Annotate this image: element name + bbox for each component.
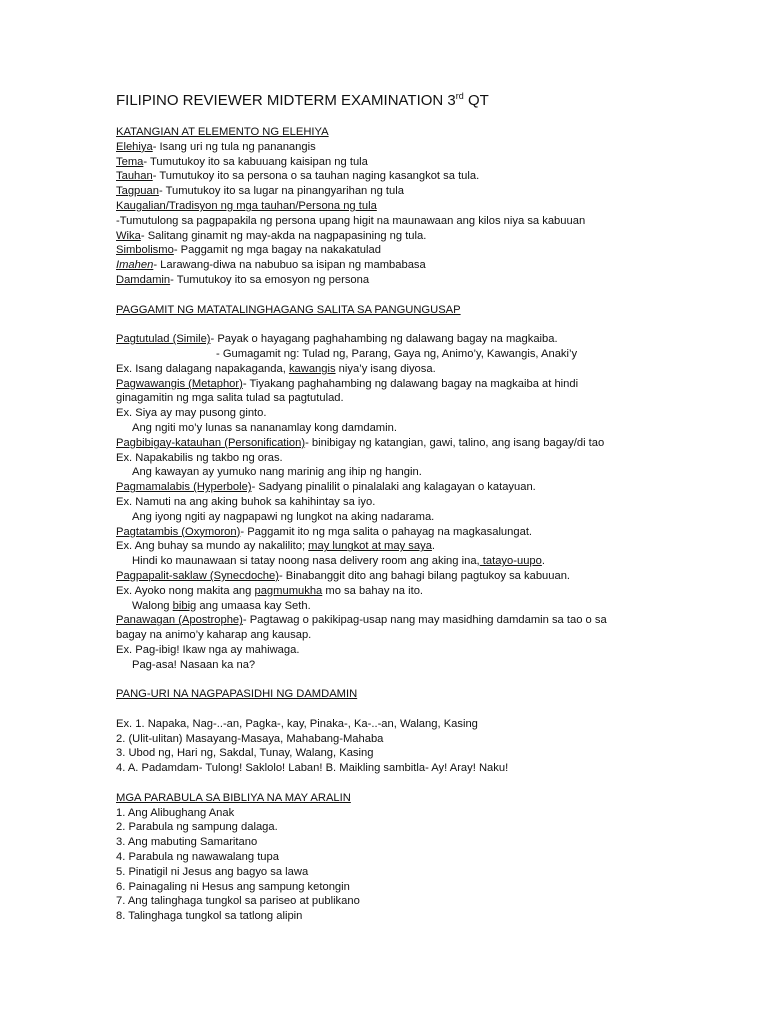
list-item: 4. A. Padamdam- Tulong! Saklolo! Laban! B. Maikling sambitla- Ay! Aray! Naku! [116, 762, 509, 775]
definition-line: Pagtutulad (Simile)- Payak o hayagang paghahambing ng dalawang bagay na magkaiba. [116, 333, 558, 346]
example-line: Ang ngiti mo’y lunas sa nananamlay kong damdamin. [132, 421, 397, 434]
example-line: Ex. Pag-ibig! Ikaw nga ay mahiwaga. [116, 643, 300, 656]
section-heading-parabula: MGA PARABULA SA BIBLIYA NA MAY ARALIN [116, 791, 351, 804]
definition-line: Damdamin- Tumutukoy ito sa emosyon ng persona [116, 273, 370, 286]
example-line: Ang kawayan ay yumuko nang marinig ang ihip ng hangin. [132, 466, 422, 479]
definition-line: Pagmamalabis (Hyperbole)- Sadyang pinalilit o pinalalaki ang kalagayan o katayuan. [116, 481, 536, 494]
list-item: 2. Parabula ng sampung dalaga. [116, 821, 278, 834]
definition-line: Tema- Tumutukoy ito sa kabuuang kaisipan ng tula [116, 155, 368, 168]
example-line: Ex. Ang buhay sa mundo ay nakalilito; may lungkot at may saya. [116, 540, 436, 553]
list-item: 3. Ubod ng, Hari ng, Sakdal, Tunay, Walang, Kasing [116, 747, 374, 760]
example-line: Ang iyong ngiti ay nagpapawi ng lungkot na aking nadarama. [132, 510, 435, 523]
definition-line: Pagpapalit-saklaw (Synecdoche)- Binabanggit dito ang bahagi bilang pagtukoy sa kabuuan. [116, 569, 571, 582]
definition-line: Pagbibigay-katauhan (Personification)- binibigay ng katangian, gawi, talino, ang isang bagay/di tao [116, 436, 605, 449]
section-heading-pang-uri: PANG-URI NA NAGPAPASIDHI NG DAMDAMIN [116, 688, 358, 701]
document-page [116, 86, 736, 924]
example-line: Hindi ko maunawaan si tatay noong nasa delivery room ang aking ina, tatayo-uupo. [132, 555, 545, 568]
example-line: Pag-asa! Nasaan ka na? [132, 658, 256, 671]
definition-line: Wika- Salitang ginamit ng may-akda na nagpapasining ng tula. [116, 229, 427, 242]
definition-line: Pagwawangis (Metaphor)- Tiyakang paghahambing ng dalawang bagay na magkaiba at hindi [116, 377, 579, 390]
definition-term: Kaugalian/Tradisyon ng mga tauhan/Persona ng tula [116, 199, 377, 212]
definition-line: -Tumutulong sa pagpapakila ng persona upang higit na maunawaan ang kilos niya sa kabuuan [116, 214, 586, 227]
list-item: Ex. 1. Napaka, Nag-..-an, Pagka-, kay, Pinaka-, Ka-..-an, Walang, Kasing [116, 717, 478, 730]
list-item: 7. Ang talinghaga tungkol sa pariseo at publikano [116, 895, 360, 908]
definition-line: Panawagan (Apostrophe)- Pagtawag o pakikipag-usap nang may masidhing damdamin sa tao o sa [116, 614, 607, 627]
definition-line: Simbolismo- Paggamit ng mga bagay na nakakatulad [116, 244, 381, 257]
list-item: 3. Ang mabuting Samaritano [116, 836, 258, 849]
example-line: Walong bibig ang umaasa kay Seth. [132, 599, 311, 612]
definition-line: Imahen- Larawang-diwa na nabubuo sa isipan ng mambabasa [116, 259, 426, 272]
definition-line: Elehiya- Isang uri ng tula ng pananangis [116, 140, 316, 153]
definition-line: Pagtatambis (Oxymoron)- Paggamit ito ng mga salita o pahayag na magkasalungat. [116, 525, 533, 538]
example-line: Ex. Namuti na ang aking buhok sa kahihintay sa iyo. [116, 495, 376, 508]
page-title: FILIPINO REVIEWER MIDTERM EXAMINATION 3rd QT [116, 91, 489, 109]
list-item: 8. Talinghaga tungkol sa tatlong alipin [116, 910, 303, 923]
list-item: 6. Painagaling ni Hesus ang sampung ketongin [116, 880, 350, 893]
example-line: Ex. Isang dalagang napakaganda, kawangis niya’y isang diyosa. [116, 362, 436, 375]
example-line: Ex. Siya ay may pusong ginto. [116, 407, 267, 420]
list-item: 2. (Ulit-ulitan) Masayang-Masaya, Mahabang-Mahaba [116, 732, 384, 745]
list-item: 4. Parabula ng nawawalang tupa [116, 851, 279, 864]
definition-line: Tauhan- Tumutukoy ito sa persona o sa tauhan naging kasangkot sa tula. [116, 170, 480, 183]
definition-line: bagay na animo’y kaharap ang kausap. [116, 629, 312, 642]
list-item: 1. Ang Alibughang Anak [116, 806, 235, 819]
example-line: Ex. Ayoko nong makita ang pagmumukha mo sa bahay na ito. [116, 584, 424, 597]
list-item: 5. Pinatigil ni Jesus ang bagyo sa lawa [116, 865, 309, 878]
section-heading-talinghaga: PAGGAMIT NG MATATALINGHAGANG SALITA SA PANGUNGUSAP [116, 303, 461, 316]
example-line: Ex. Napakabilis ng takbo ng oras. [116, 451, 283, 464]
definition-line: ginagamitin ng mga salita tulad sa pagtutulad. [116, 392, 344, 405]
definition-line: Tagpuan- Tumutukoy ito sa lugar na pinangyarihan ng tula [116, 185, 404, 198]
definition-line: - Gumagamit ng: Tulad ng, Parang, Gaya ng, Animo’y, Kawangis, Anaki’y [216, 347, 578, 360]
section-heading-elehiya: KATANGIAN AT ELEMENTO NG ELEHIYA [116, 126, 329, 138]
